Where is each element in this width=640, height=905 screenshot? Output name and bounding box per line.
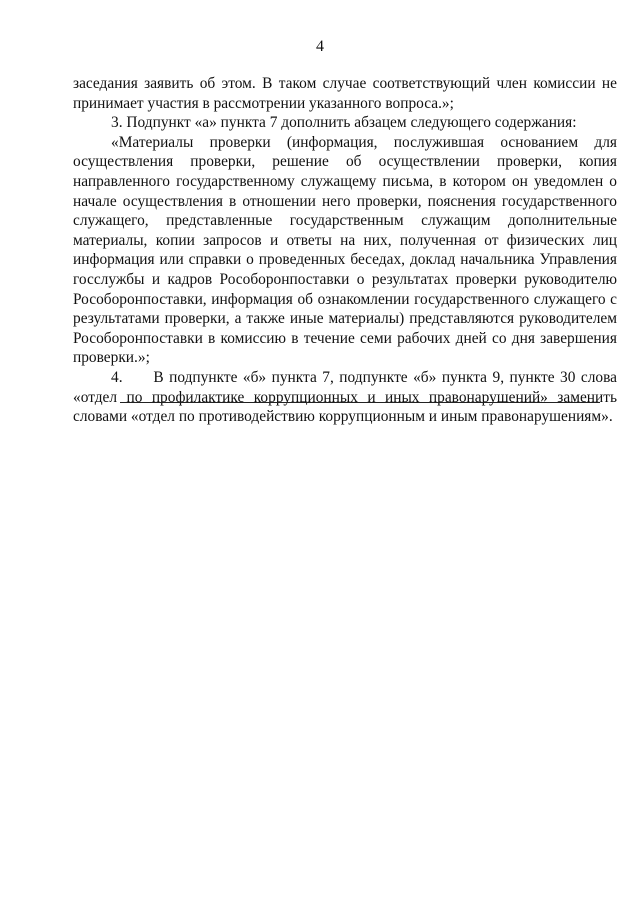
document-body	[73, 74, 617, 427]
paragraph-item-3: 3. Подпункт «а» пункта 7 дополнить абзацем следующего содержания:	[111, 114, 577, 132]
paragraph-item-4	[73, 368, 617, 427]
page-number: 4	[316, 38, 324, 55]
paragraph-quoted-materials: «Материалы проверки (информация, послужившая основанием для осуществления проверки, решение об осуществлении проверки, копия направленного государственному служащему письма, в котором он уведомлен о начале осуществления в отношении него проверки, пояснения государственного служащего, представленные государственным служащим дополнительные материалы, копии запросов и ответы на них, полученная от физических лиц информация или справки о проведенных беседах, доклад начальника Управления госслужбы и кадров Рособоронпоставки о результатах проверки руководителю Рособоронпоставки, информация об ознакомлении государственного служащего с результатами проверки, а также иные материалы) представляются руководителем Рособоронпоставки в комиссию в течение семи рабочих дней со дня завершения проверки.»;	[73, 133, 617, 367]
item-4-number: 4.	[111, 368, 123, 386]
end-separator-line	[120, 402, 600, 403]
paragraph-continuation: заседания заявить об этом. В таком случае соответствующий член комиссии не принимает участия в рассмотрении указанного вопроса.»;	[73, 75, 617, 112]
item-4-text: В подпункте «б» пункта 7, подпункте «б» пункта 9, пункте 30 слова «отдел по профилактике коррупционных и иных правонарушений» заменить словами «отдел по противодействию коррупционным и иным правонарушениям».	[73, 368, 617, 426]
